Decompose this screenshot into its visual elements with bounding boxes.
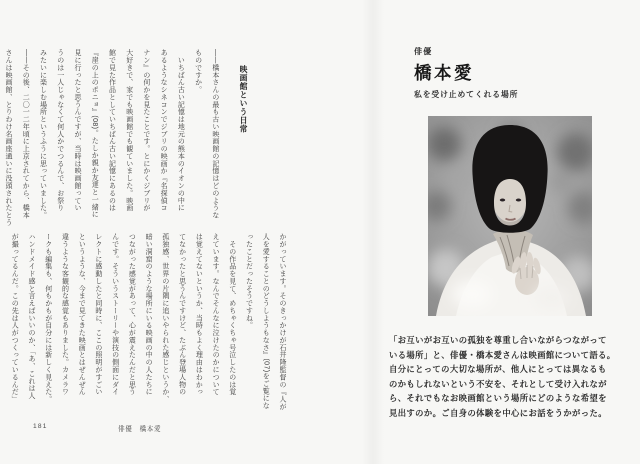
- article-title-block: [414, 46, 518, 100]
- text-column: んです。そういうストーリーや演技の側面にダイ: [111, 233, 119, 396]
- intro-paragraph: [389, 333, 617, 421]
- text-column: ナン』の何かを見たことです。とにかくジブリが: [142, 49, 150, 212]
- interview-text-bottom-band: [10, 233, 286, 410]
- text-column: さんは映画館、とりわけ名画座通いに没頭されたとう: [5, 49, 13, 227]
- text-column: 暗い洞窟のような場所にいる映画の中の人たちに: [145, 233, 153, 396]
- text-column: つながった感覚があって、心が震えたんだと思う: [128, 233, 136, 396]
- text-column: みたいに楽しむ場所というふうに思っていました。: [39, 49, 47, 219]
- text-column: ったことだったそうですね。: [245, 233, 253, 329]
- interview-text-top-band: [4, 49, 257, 226]
- text-column: あるようなシネコンでジブリの映画か『名探偵コ: [160, 49, 168, 212]
- text-column: てなかったと思うんですけど、たぶん登場人物の: [178, 233, 186, 396]
- intro-line: のかもしれないという不安を、それとして受け入れなが: [389, 378, 607, 389]
- text-column: 人を愛することのどうしようもなさ』(07)をご覧にな: [262, 233, 270, 410]
- text-column: ハンドメイド感と言えばいいのか、「あ、これは人: [27, 233, 35, 400]
- text-column: えています。なんでそんなに泣けたのかについて: [212, 233, 220, 396]
- text-column: ークも編集も、何もかもが自分には新しく見えた。: [44, 233, 52, 403]
- intro-line: 「お互いがお互いの孤独を尊重し合いながらつながって: [389, 335, 607, 345]
- text-column: いちばん古い記憶は地元の熊本のイオンの中に: [177, 49, 185, 212]
- intro-line: いる場所」と、俳優・橋本愛さんは映画館について語る。: [389, 349, 616, 360]
- text-column: その作品を見て、めちゃくちゃ号泣したのは覚: [228, 233, 236, 396]
- role-label: 俳優: [414, 47, 433, 56]
- text-column: は覚えてないというか、当時もよく理由はわかっ: [195, 233, 203, 396]
- text-column: ——その後、二〇一二年頃に上京されてから、橋本: [22, 49, 30, 219]
- intro-line: 自分にとっての大切な場所が、他人にとっては異なるも: [389, 364, 607, 375]
- portrait-photo-image: [428, 116, 592, 316]
- text-column: 見に行ったと思うんですが、当時は映画館ってい: [73, 49, 81, 212]
- page-gutter: [362, 0, 384, 464]
- text-column: が撮ってるんだ。この先は人がつくっているんだ」: [11, 233, 19, 403]
- text-column: ものですか。: [194, 49, 202, 94]
- intro-line: 見出すのか。ご自身の体験を中心にお話をうかがった。: [389, 407, 607, 418]
- text-column: 違うような客観的な感覚もありました。カメラワ: [61, 233, 69, 396]
- interviewee-name: 橋本愛: [414, 63, 474, 83]
- article-subtitle: 私を受け止めてくれる場所: [414, 90, 519, 99]
- intro-line: ら、それでもなお映画館という場所にどのような希望を: [389, 393, 607, 404]
- text-column: 館で見た作品としていちばん古い記憶にあるのは: [108, 49, 116, 212]
- text-column: レクトに感動したと同時に、ここの照明がすごい: [94, 233, 102, 396]
- text-column: 孤独感、世界の片隅に追いやられた感じというか、: [161, 233, 169, 403]
- text-column: かがっています。そのきっかけが石井隆監督の『人が: [279, 233, 286, 411]
- text-column: ——橋本さんの最も古い映画館の記憶はどのような: [211, 49, 219, 219]
- running-title: 俳優 橋本愛: [118, 426, 162, 433]
- section-heading: 映画館という日常: [239, 65, 248, 133]
- text-column: うのは一人じゃなくて何人かでつるんで、お祭り: [56, 49, 64, 212]
- portrait-photo: [428, 116, 592, 316]
- page-number: 181: [33, 423, 48, 430]
- text-column: 『崖の上のポニョ』(08)。たしか親か友達と一緒に: [91, 49, 99, 218]
- text-column: 大好きで、家でも映画館でも観ていました。映画: [125, 49, 133, 212]
- text-column: というような、今まで見てきた映画とはぜんぜん: [78, 233, 86, 396]
